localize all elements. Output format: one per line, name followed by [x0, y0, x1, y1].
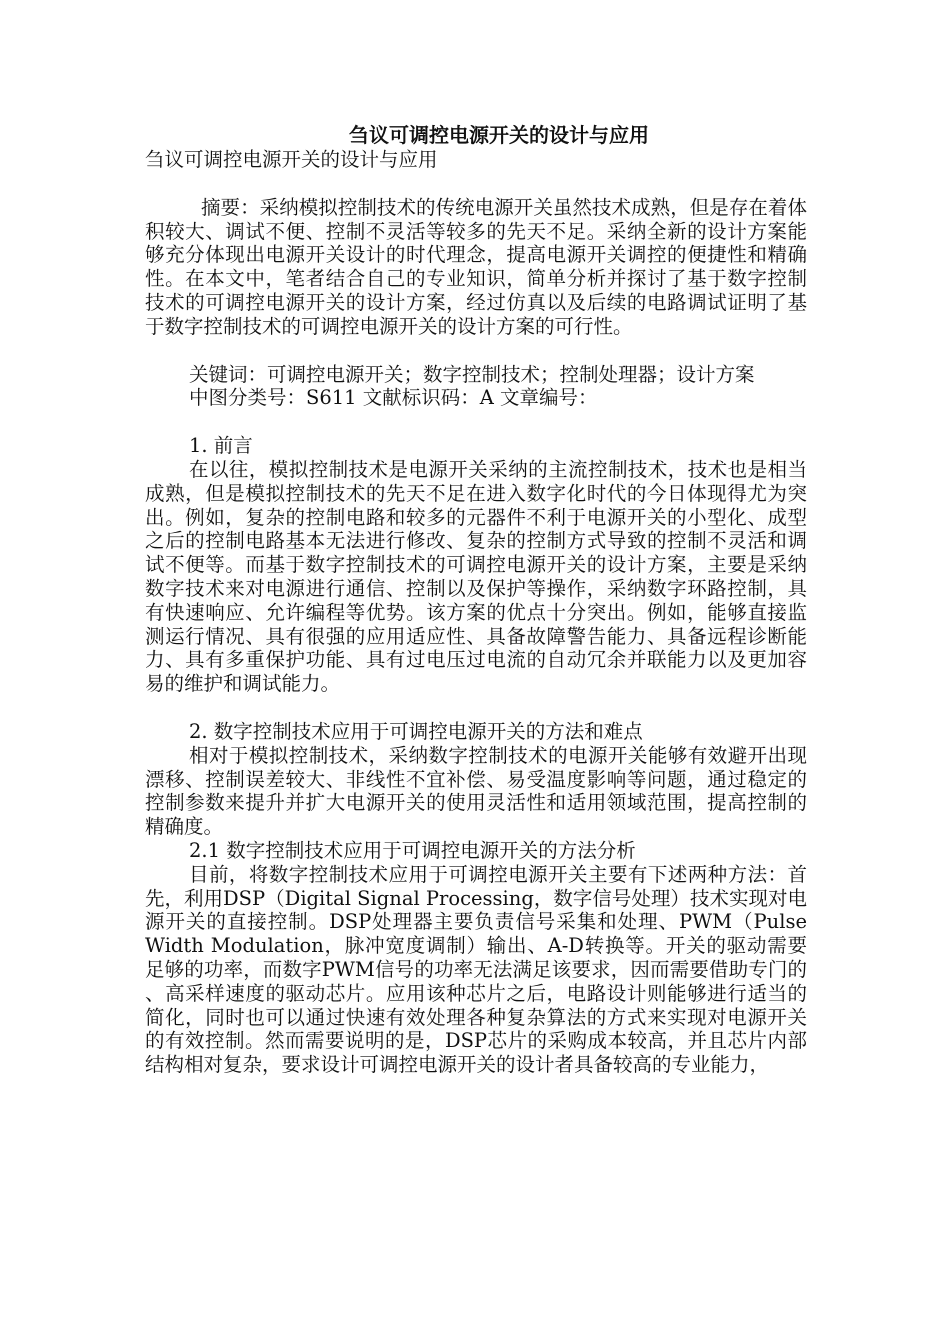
document-title: 刍议可调控电源开关的设计与应用	[349, 123, 649, 147]
abstract-paragraph: 摘要：采纳模拟控制技术的传统电源开关虽然技术成熟，但是存在着体积较大、调试不便、控制不灵活等较多的先天不足。采纳全新的设计方案能够充分体现出电源开关设计的时代理念，提高电源开关调控的便捷性和精确性。在本文中，笔者结合自己的专业知识，简单分析并探讨了基于数字控制技术的可调控电源开关的设计方案，经过仿真以及后续的电路调试证明了基于数字控制技术的可调控电源开关的设计方案的可行性。	[145, 195, 807, 338]
section-1-body: 在以往，模拟控制技术是电源开关采纳的主流控制技术，技术也是相当成熟，但是模拟控制技术的先天不足在进入数字化时代的今日体现得尤为突出。例如，复杂的控制电路和较多的元器件不利于电源开关的小型化、成型之后的控制电路基本无法进行修改、复杂的控制方式导致的控制不灵活和调试不便等。而基于数字控制技术的可调控电源开关的设计方案，主要是采纳数字技术来对电源进行通信、控制以及保护等操作，采纳数字环路控制，具有快速响应、允许编程等优势。该方案的优点十分突出。例如，能够直接监测运行情况、具有很强的应用适应性、具备故障警告能力、具备远程诊断能力、具有多重保护功能、具有过电压过电流的自动冗余并联能力以及更加容易的维护和调试能力。	[145, 457, 807, 696]
section-1-heading: 1. 前言	[189, 434, 253, 458]
section-2-1-body: 目前，将数字控制技术应用于可调控电源开关主要有下述两种方法：首先，利用DSP（Digital Signal Processing，数字信号处理）技术实现对电源开关的直接控制。DSP处理器主要负责信号采集和处理、PWM（Pulse Width Modulation，脉冲宽度调制）输出、A-D转换等。开关的驱动需要足够的功率，而数字PWM信号的功率无法满足该要求，因而需要借助专门的、高采样速度的驱动芯片。应用该种芯片之后，电路设计则能够进行适当的简化，同时也可以通过快速有效处理各种复杂算法的方式来实现对电源开关的有效控制。然而需要说明的是，DSP芯片的采购成本较高，并且芯片内部结构相对复杂，要求设计可调控电源开关的设计者具备较高的专业能力，	[145, 862, 807, 1077]
spacer	[145, 410, 807, 434]
classification-line: 中图分类号：S611 文献标识码：A 文章编号：	[189, 386, 598, 410]
spacer	[145, 696, 807, 720]
section-2-heading: 2. 数字控制技术应用于可调控电源开关的方法和难点	[189, 719, 643, 743]
document-subtitle: 刍议可调控电源开关的设计与应用	[145, 148, 438, 171]
keywords-paragraph: 关键词：可调控电源开关；数字控制技术；控制处理器；设计方案	[189, 362, 755, 386]
spacer	[145, 339, 807, 363]
spacer	[145, 172, 807, 196]
document-body	[145, 124, 807, 1077]
section-2-1-heading: 2.1 数字控制技术应用于可调控电源开关的方法分析	[189, 838, 636, 862]
section-2-body: 相对于模拟控制技术，采纳数字控制技术的电源开关能够有效避开出现漂移、控制误差较大、非线性不宜补偿、易受温度影响等问题，通过稳定的控制参数来提升并扩大电源开关的使用灵活性和适用领域范围，提高控制的精确度。	[145, 743, 807, 839]
